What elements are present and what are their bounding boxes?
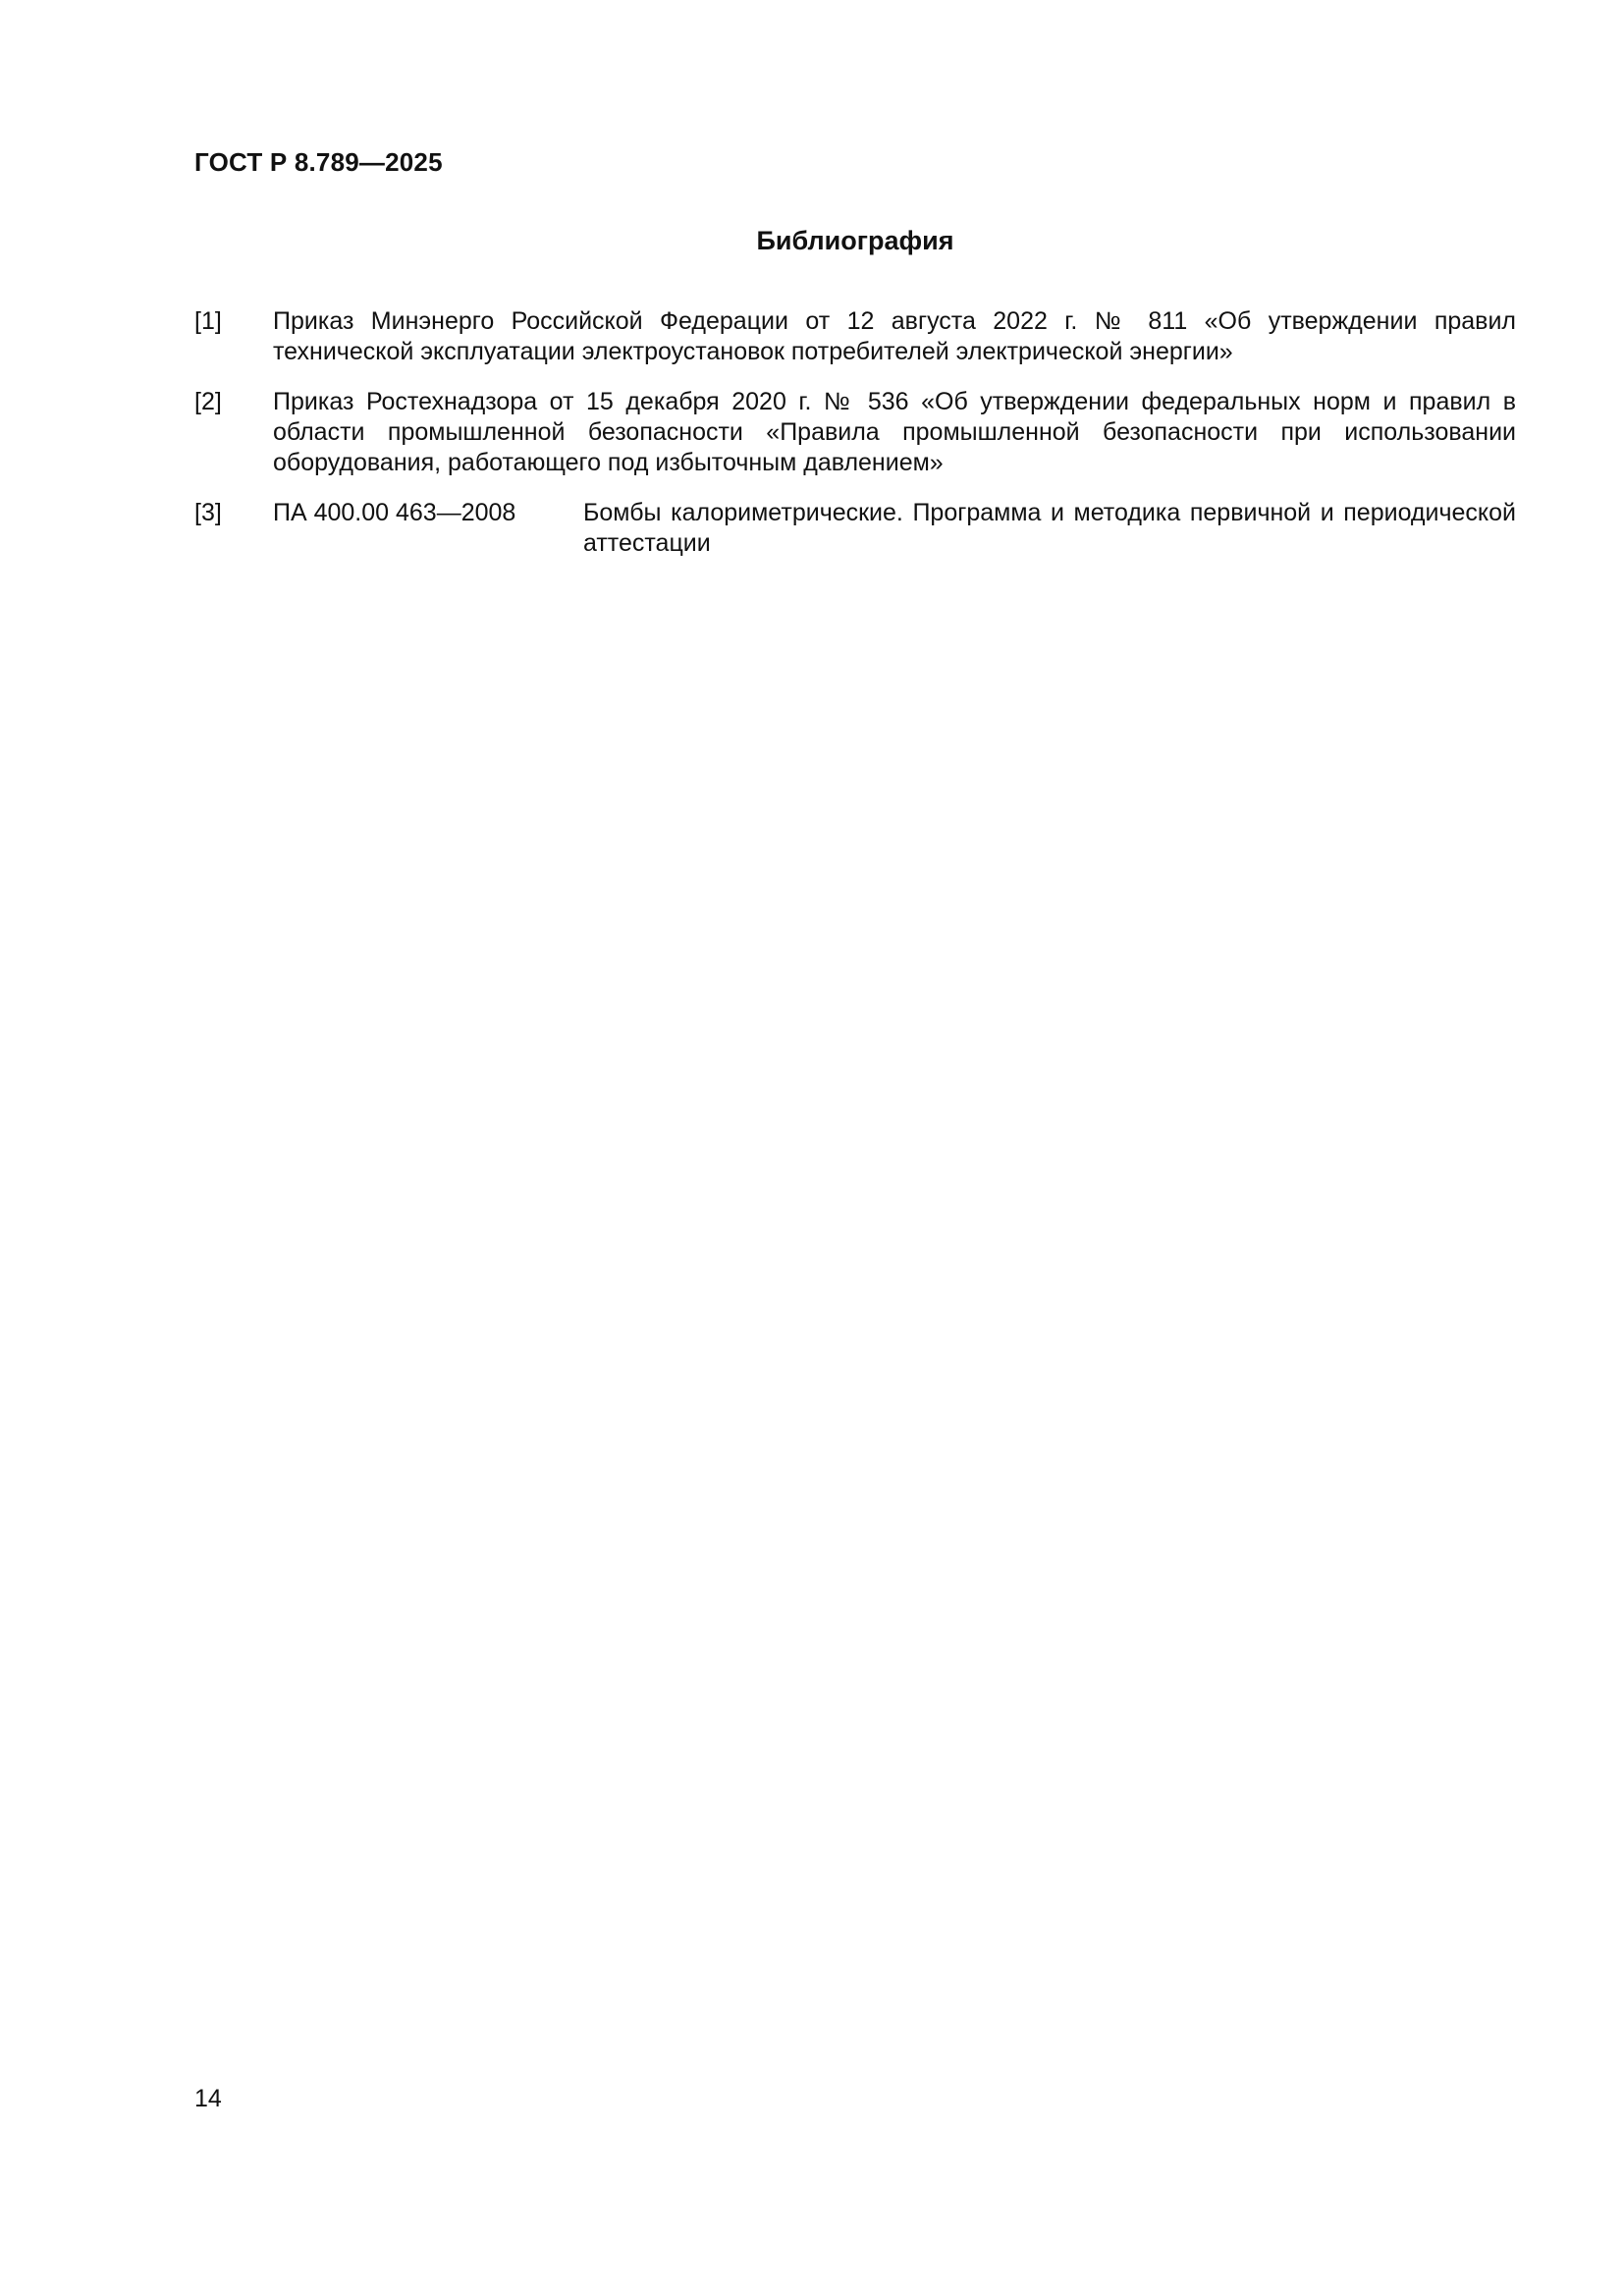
bibliography-entry (194, 387, 1516, 478)
bibliography-entry (194, 498, 1516, 559)
document-header: ГОСТ Р 8.789—2025 (194, 147, 443, 177)
bibliography-entry-code: ПА 400.00 463—2008 (273, 499, 516, 526)
bibliography-entry-text: Приказ Ростехнадзора от 15 декабря 2020 г. № 536 «Об утверждении федеральных норм и правил в области промышленной безопасности «Правила промышленной безопасности при использовании оборудования, работающего под избыточным давлением» (273, 388, 1516, 476)
bibliography-entry-number: [1] (194, 307, 222, 335)
bibliography-entry-number: [2] (194, 388, 222, 415)
bibliography-entry (194, 306, 1516, 367)
bibliography-entry-number: [3] (194, 499, 222, 526)
bibliography-list (194, 306, 1516, 578)
page-number: 14 (194, 2085, 222, 2112)
bibliography-entry-text: Приказ Минэнерго Российской Федерации от 12 августа 2022 г. № 811 «Об утверждении правил технической эксплуатации электроустановок потребителей электрической энергии» (273, 307, 1516, 365)
bibliography-entry-title: Бомбы калориметрические. Программа и методика первичной и периодической аттестации (583, 499, 1516, 557)
section-title: Библиография (756, 226, 954, 255)
